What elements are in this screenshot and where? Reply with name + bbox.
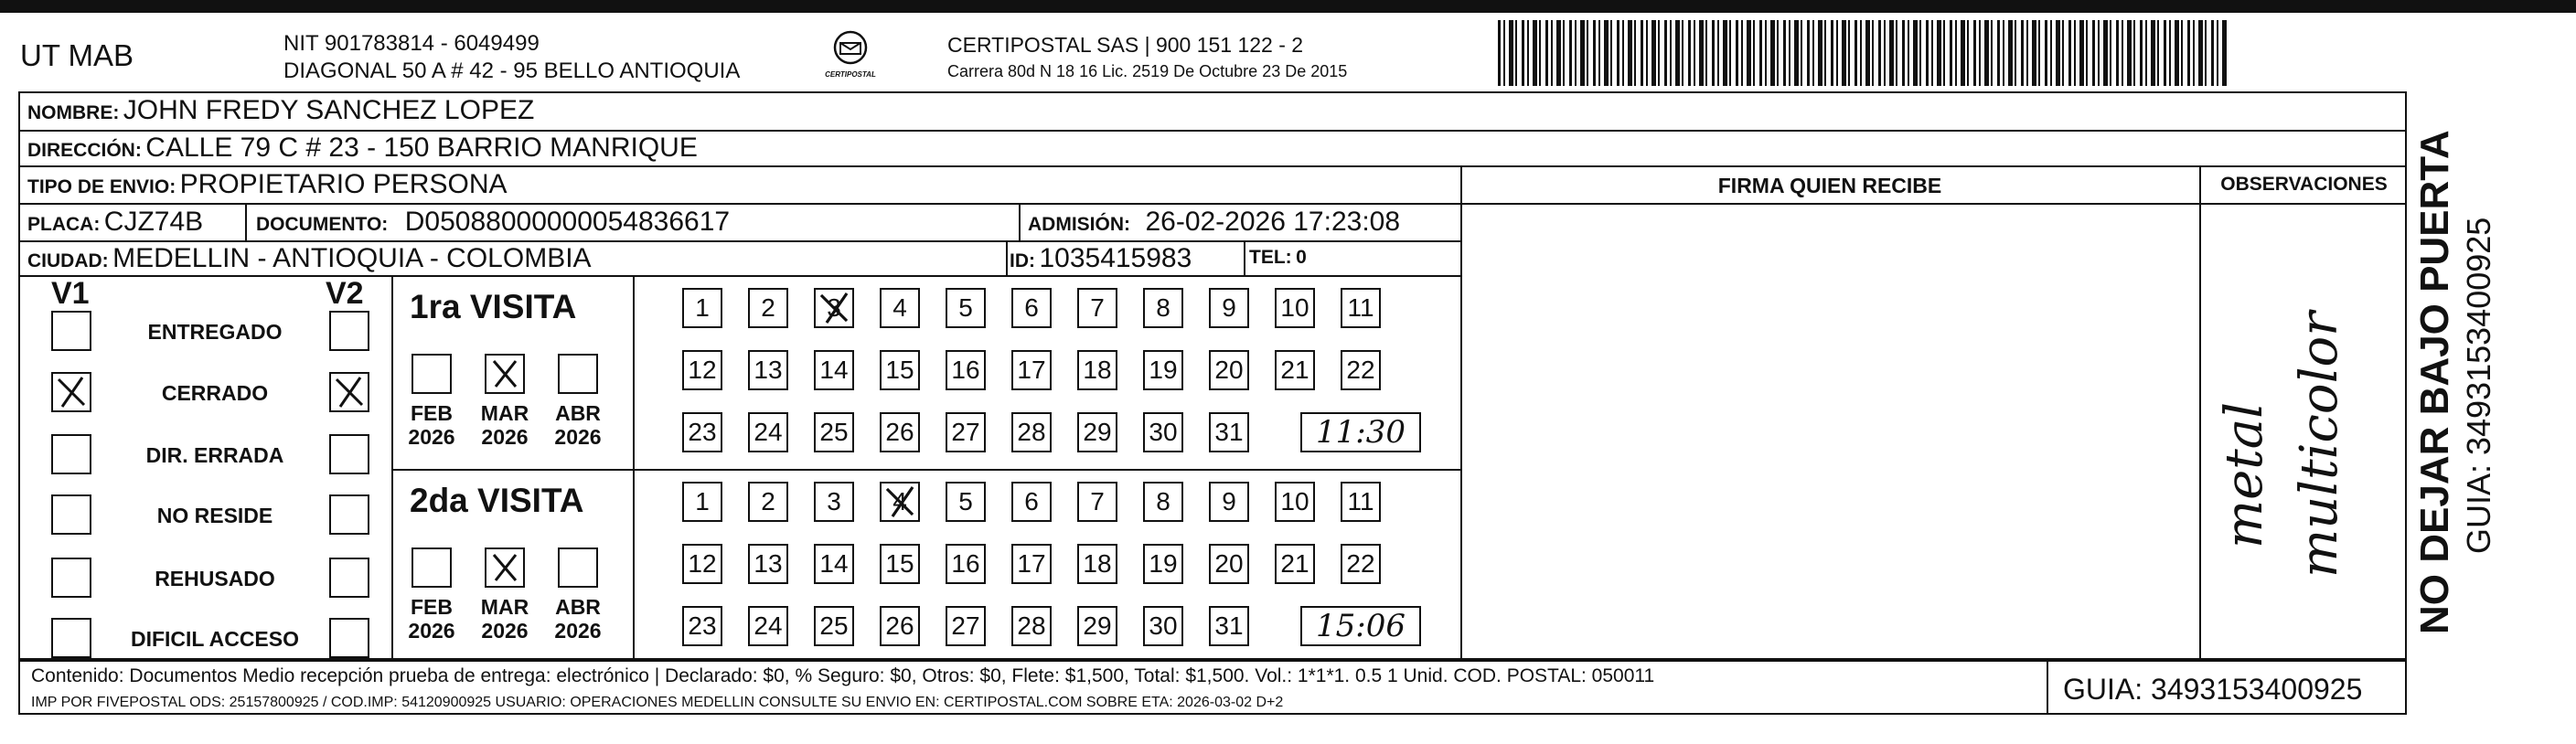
day-number: 19	[1149, 549, 1178, 578]
check-mark-icon	[486, 356, 523, 392]
month-checkbox[interactable]	[558, 547, 598, 588]
courier-license: Carrera 80d N 18 16 Lic. 2519 De Octubre 23 De 2015	[947, 62, 1348, 80]
day-checkbox[interactable]	[748, 606, 788, 646]
day-number: 11	[1347, 293, 1374, 322]
day-number: 21	[1280, 356, 1309, 384]
nombre-row	[27, 95, 534, 126]
month-checkbox[interactable]	[558, 354, 598, 394]
day-checkbox[interactable]	[1077, 288, 1117, 328]
ciudad-cell	[27, 243, 592, 274]
v1-label: V1	[51, 276, 90, 311]
day-number: 15	[885, 549, 914, 578]
day-checkbox[interactable]	[1209, 350, 1249, 390]
status-option-label: REHUSADO	[155, 567, 275, 590]
col-divider	[391, 275, 393, 658]
month-label	[476, 401, 534, 449]
day-number: 30	[1149, 418, 1178, 446]
month-checkbox[interactable]	[412, 547, 452, 588]
day-number: 7	[1090, 487, 1105, 515]
v1-checkbox[interactable]	[51, 494, 91, 535]
day-checkbox[interactable]	[748, 412, 788, 452]
row-divider	[18, 130, 2407, 132]
ciudad-value: MEDELLIN - ANTIOQUIA - COLOMBIA	[112, 243, 592, 273]
day-number: 28	[1017, 611, 1046, 640]
month-year: 2026	[554, 425, 602, 449]
day-number: 19	[1149, 356, 1178, 384]
certipostal-logo	[821, 29, 880, 80]
day-number: 7	[1090, 293, 1105, 322]
v1-checkbox[interactable]	[51, 311, 91, 351]
day-checkbox[interactable]	[814, 482, 854, 522]
check-mark-icon	[331, 374, 368, 410]
col-divider	[633, 275, 635, 658]
row-divider	[18, 275, 1461, 277]
day-checkbox[interactable]	[748, 482, 788, 522]
day-number: 25	[819, 418, 849, 446]
day-checkbox[interactable]	[1077, 482, 1117, 522]
day-number: 8	[1156, 487, 1170, 515]
col-divider	[1019, 203, 1021, 240]
month-year: 2026	[554, 619, 602, 643]
day-checkbox[interactable]	[1209, 606, 1249, 646]
check-mark-icon	[486, 549, 523, 586]
day-checkbox[interactable]	[748, 288, 788, 328]
day-checkbox[interactable]	[682, 288, 722, 328]
day-number: 24	[754, 418, 783, 446]
nombre-label: NOMBRE:	[27, 102, 120, 123]
footer-content-line: Contenido: Documentos Medio recepción prueba de entrega: electrónico | Declarado: $0, % Seguro: $0, Otros: $0, Flete: $1,500, Total: $1,500. Vol.: 1*1*1. 0.5 1 Unid. COD. POSTAL: 050011	[31, 665, 1655, 686]
month-year: 2026	[408, 619, 455, 643]
footer-print-line: IMP POR FIVEPOSTAL ODS: 25157800925 / COD.IMP: 54120900925 USUARIO: OPERACIONES MEDELLIN CONSULTE SU ENVIO EN: CERTIPOSTAL.COM SOBRE ETA: 2026-03-02 D+2	[31, 695, 1284, 710]
day-number: 6	[1024, 293, 1039, 322]
v2-checkbox[interactable]	[329, 434, 369, 474]
day-checkbox[interactable]	[1275, 544, 1315, 584]
day-checkbox[interactable]	[682, 544, 722, 584]
placa-label: PLACA:	[27, 214, 101, 235]
ciudad-label: CIUDAD:	[27, 250, 109, 271]
day-number: 2	[761, 487, 775, 515]
footer-guia: GUIA: 3493153400925	[2063, 673, 2363, 706]
day-number: 16	[951, 356, 980, 384]
month-year: 2026	[408, 425, 455, 449]
day-checkbox[interactable]	[880, 288, 920, 328]
day-checkbox[interactable]	[880, 544, 920, 584]
day-number: 26	[885, 611, 914, 640]
day-checkbox[interactable]	[1341, 288, 1381, 328]
day-checkbox[interactable]	[814, 350, 854, 390]
day-checkbox[interactable]	[946, 544, 986, 584]
logo-text: CERTIPOSTAL	[825, 70, 876, 79]
direccion-label: DIRECCIÓN:	[27, 140, 142, 161]
day-number: 15	[885, 356, 914, 384]
admision-label: ADMISIÓN:	[1028, 214, 1130, 235]
day-checkbox[interactable]	[682, 350, 722, 390]
month-name: MAR	[480, 401, 529, 425]
tipo-value: PROPIETARIO PERSONA	[179, 169, 508, 199]
day-checkbox[interactable]	[1011, 288, 1052, 328]
day-checkbox[interactable]	[1011, 412, 1052, 452]
day-number: 17	[1017, 356, 1046, 384]
day-checkbox[interactable]	[1209, 412, 1249, 452]
day-checkbox[interactable]	[814, 288, 854, 328]
footer-bottom-line	[18, 713, 2407, 715]
day-number: 8	[1156, 293, 1170, 322]
day-number: 29	[1083, 611, 1112, 640]
day-number: 11	[1347, 487, 1374, 515]
visit-time-value: 15:06	[1316, 608, 1406, 644]
v2-checkbox[interactable]	[329, 372, 369, 412]
footer-left-border	[18, 658, 20, 715]
day-checkbox[interactable]	[880, 350, 920, 390]
status-option-label: NO RESIDE	[156, 504, 273, 527]
day-checkbox[interactable]	[1011, 482, 1052, 522]
firma-header-line	[1460, 203, 2407, 205]
day-number: 20	[1214, 356, 1244, 384]
month-label	[402, 595, 461, 643]
day-number: 13	[754, 356, 783, 384]
day-checkbox[interactable]	[1077, 350, 1117, 390]
documento-label: DOCUMENTO:	[256, 214, 389, 235]
v1-checkbox[interactable]	[51, 618, 91, 658]
day-checkbox[interactable]	[1143, 288, 1183, 328]
v1-checkbox[interactable]	[51, 372, 91, 412]
month-label	[476, 595, 534, 643]
day-number: 23	[688, 418, 717, 446]
day-number: 25	[819, 611, 849, 640]
month-checkbox[interactable]	[485, 547, 525, 588]
top-border	[0, 0, 2576, 13]
col-divider	[1460, 165, 1462, 660]
day-number: 2	[761, 293, 775, 322]
v2-checkbox[interactable]	[329, 618, 369, 658]
day-number: 18	[1083, 356, 1112, 384]
nombre-value: JOHN FREDY SANCHEZ LOPEZ	[123, 95, 535, 125]
footer-guia-divider	[2047, 658, 2048, 715]
placa-cell	[27, 207, 203, 238]
month-checkbox[interactable]	[485, 354, 525, 394]
v2-checkbox[interactable]	[329, 558, 369, 598]
day-number: 26	[885, 418, 914, 446]
month-year: 2026	[481, 425, 529, 449]
company-address: DIAGONAL 50 A # 42 - 95 BELLO ANTIOQUIA	[283, 58, 741, 83]
side-guia: GUIA: 3493153400925	[2460, 217, 2497, 554]
day-checkbox[interactable]	[880, 412, 920, 452]
month-checkbox[interactable]	[412, 354, 452, 394]
day-checkbox[interactable]	[1143, 412, 1183, 452]
month-name: FEB	[411, 401, 453, 425]
observaciones-label: OBSERVACIONES	[2220, 174, 2388, 195]
day-number: 5	[958, 487, 973, 515]
day-number: 27	[951, 611, 980, 640]
id-label: ID:	[1010, 250, 1035, 271]
day-checkbox[interactable]	[682, 482, 722, 522]
day-number: 23	[688, 611, 717, 640]
day-number: 12	[688, 356, 717, 384]
v2-checkbox[interactable]	[329, 311, 369, 351]
day-checkbox[interactable]	[946, 606, 986, 646]
day-checkbox[interactable]	[946, 412, 986, 452]
day-checkbox[interactable]	[814, 412, 854, 452]
day-checkbox[interactable]	[1209, 544, 1249, 584]
status-option-label: DIR. ERRADA	[145, 443, 284, 467]
day-checkbox[interactable]	[1275, 482, 1315, 522]
day-checkbox[interactable]	[1143, 544, 1183, 584]
admision-cell	[1028, 207, 1400, 238]
day-number: 21	[1280, 549, 1309, 578]
day-number: 1	[695, 293, 710, 322]
col-divider	[1006, 240, 1008, 275]
day-number: 31	[1214, 418, 1244, 446]
day-checkbox[interactable]	[814, 544, 854, 584]
day-checkbox[interactable]	[1275, 288, 1315, 328]
courier-name: CERTIPOSTAL SAS | 900 151 122 - 2	[947, 33, 1304, 57]
day-checkbox[interactable]	[1143, 606, 1183, 646]
status-option-label: ENTREGADO	[147, 320, 283, 344]
day-checkbox[interactable]	[1209, 482, 1249, 522]
day-checkbox[interactable]	[682, 606, 722, 646]
day-number: 1	[695, 487, 710, 515]
tipo-label: TIPO DE ENVIO:	[27, 176, 176, 197]
day-checkbox[interactable]	[1341, 350, 1381, 390]
company-name: UT MAB	[20, 38, 134, 72]
visit-divider	[391, 469, 1461, 471]
day-number: 29	[1083, 418, 1112, 446]
day-number: 27	[951, 418, 980, 446]
side-warning: NO DEJAR BAJO PUERTA	[2412, 130, 2457, 634]
id-cell	[1010, 243, 1192, 274]
check-mark-icon	[816, 290, 852, 326]
day-checkbox[interactable]	[880, 482, 920, 522]
company-nit: NIT 901783814 - 6049499	[283, 31, 540, 56]
col-divider	[1244, 240, 1245, 275]
day-number: 3	[827, 293, 841, 322]
documento-cell	[256, 207, 730, 238]
v1-checkbox[interactable]	[51, 558, 91, 598]
day-checkbox[interactable]	[946, 350, 986, 390]
visit-time-box[interactable]	[1300, 412, 1421, 452]
visit-title: 2da VISITA	[410, 482, 584, 519]
day-number: 10	[1280, 487, 1309, 515]
envelope-logo-icon	[832, 29, 869, 66]
firma-label: FIRMA QUIEN RECIBE	[1717, 174, 1942, 197]
day-checkbox[interactable]	[1341, 482, 1381, 522]
day-checkbox[interactable]	[880, 606, 920, 646]
month-year: 2026	[481, 619, 529, 643]
v1-checkbox[interactable]	[51, 434, 91, 474]
day-number: 14	[819, 356, 849, 384]
status-option-label: DIFICIL ACCESO	[130, 627, 299, 651]
visit-time-value: 11:30	[1316, 414, 1406, 451]
day-checkbox[interactable]	[946, 482, 986, 522]
placa-value: CJZ74B	[103, 207, 204, 237]
day-number: 3	[827, 487, 841, 515]
month-name: FEB	[411, 595, 453, 619]
tel-value: 0	[1296, 247, 1307, 268]
visit-time-box[interactable]	[1300, 606, 1421, 646]
day-number: 17	[1017, 549, 1046, 578]
day-number: 9	[1222, 293, 1236, 322]
tel-cell	[1249, 247, 1307, 269]
day-number: 4	[893, 293, 907, 322]
day-number: 31	[1214, 611, 1244, 640]
day-number: 4	[893, 487, 907, 515]
tel-label: TEL:	[1249, 247, 1292, 268]
day-checkbox[interactable]	[1011, 606, 1052, 646]
row-divider	[18, 165, 2407, 167]
admision-value: 26-02-2026 17:23:08	[1145, 207, 1401, 237]
day-checkbox[interactable]	[1143, 482, 1183, 522]
day-checkbox[interactable]	[1077, 606, 1117, 646]
v2-checkbox[interactable]	[329, 494, 369, 535]
documento-value: D05088000000054836617	[404, 207, 731, 237]
check-mark-icon	[53, 374, 90, 410]
day-checkbox[interactable]	[1143, 350, 1183, 390]
day-checkbox[interactable]	[1077, 412, 1117, 452]
month-label	[549, 595, 607, 643]
day-checkbox[interactable]	[1341, 544, 1381, 584]
v2-label: V2	[326, 276, 364, 311]
id-value: 1035415983	[1039, 243, 1192, 273]
day-number: 22	[1346, 549, 1375, 578]
observaciones-handwriting-metal: metal	[2215, 401, 2274, 548]
day-number: 30	[1149, 611, 1178, 640]
row-divider	[18, 203, 1461, 205]
day-checkbox[interactable]	[1209, 288, 1249, 328]
day-number: 5	[958, 293, 973, 322]
day-checkbox[interactable]	[814, 606, 854, 646]
day-number: 18	[1083, 549, 1112, 578]
footer-divider	[18, 658, 2407, 660]
day-checkbox[interactable]	[748, 544, 788, 584]
day-checkbox[interactable]	[1275, 350, 1315, 390]
status-option-label: CERRADO	[161, 381, 269, 405]
barcode	[1498, 20, 2228, 86]
tipo-row	[27, 169, 508, 200]
day-number: 16	[951, 549, 980, 578]
check-mark-icon	[882, 484, 918, 520]
day-number: 9	[1222, 487, 1236, 515]
month-label	[549, 401, 607, 449]
col-divider	[2199, 165, 2201, 660]
footer-right-border	[2405, 658, 2407, 715]
day-number: 10	[1280, 293, 1309, 322]
day-number: 13	[754, 549, 783, 578]
day-checkbox[interactable]	[1011, 544, 1052, 584]
month-name: MAR	[480, 595, 529, 619]
day-number: 24	[754, 611, 783, 640]
visit-title: 1ra VISITA	[410, 288, 577, 325]
direccion-value: CALLE 79 C # 23 - 150 BARRIO MANRIQUE	[145, 133, 698, 163]
day-number: 20	[1214, 549, 1244, 578]
month-name: ABR	[555, 595, 601, 619]
day-number: 22	[1346, 356, 1375, 384]
month-label	[402, 401, 461, 449]
day-checkbox[interactable]	[946, 288, 986, 328]
day-number: 12	[688, 549, 717, 578]
day-checkbox[interactable]	[682, 412, 722, 452]
observaciones-handwriting-multicolor: multicolor	[2290, 312, 2349, 578]
day-checkbox[interactable]	[748, 350, 788, 390]
col-divider	[245, 203, 247, 240]
day-checkbox[interactable]	[1077, 544, 1117, 584]
day-checkbox[interactable]	[1011, 350, 1052, 390]
day-number: 14	[819, 549, 849, 578]
direccion-row	[27, 133, 698, 164]
month-name: ABR	[555, 401, 601, 425]
day-number: 6	[1024, 487, 1039, 515]
day-number: 28	[1017, 418, 1046, 446]
